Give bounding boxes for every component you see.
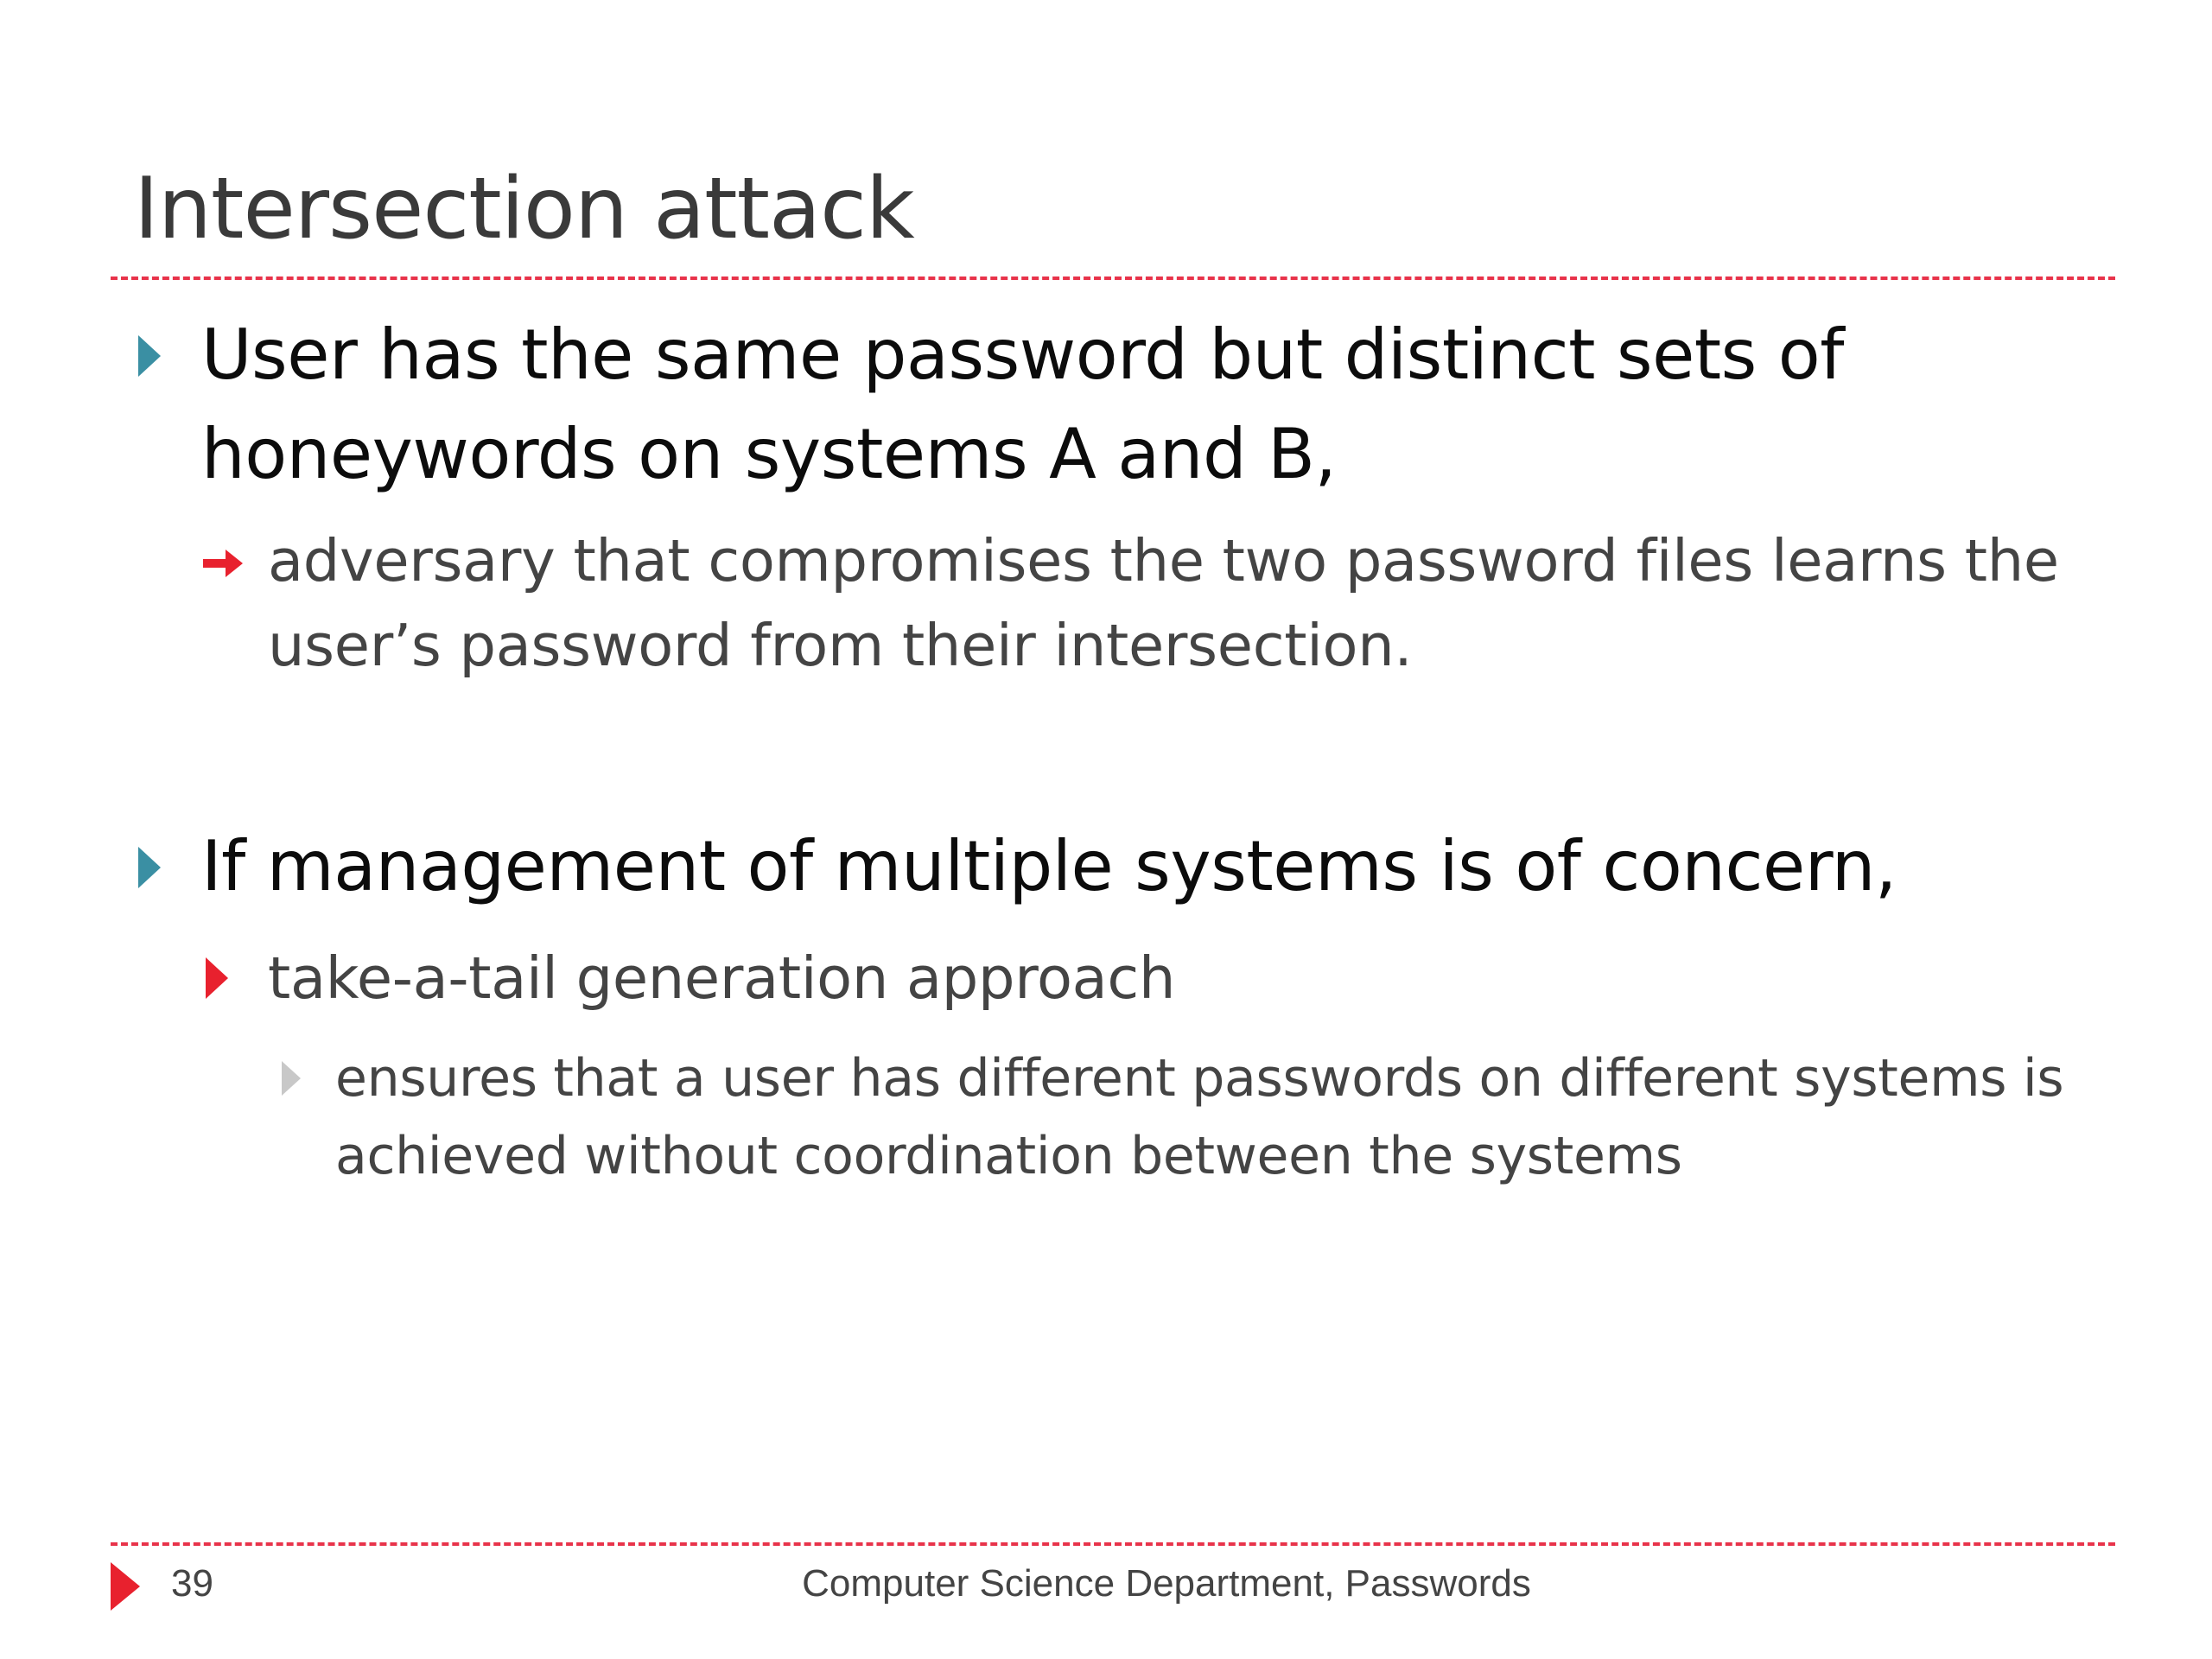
- bullet-triangle-gray-icon: [282, 1061, 301, 1096]
- bullet-triangle-icon: [138, 335, 161, 377]
- slide-title: Intersection attack: [134, 160, 914, 258]
- sub-bullet-2-line-1: take-a-tail generation approach: [268, 944, 1176, 1012]
- page-number: 39: [171, 1562, 213, 1605]
- sub-sub-bullet-line-1: ensures that a user has different passwords on different systems is: [335, 1048, 2064, 1109]
- bullet-1-line-2: honeywords on systems A and B,: [201, 414, 1337, 494]
- sub-bullet-1-line-1: adversary that compromises the two password files learns the: [268, 527, 2059, 594]
- footer-divider: [111, 1542, 2115, 1546]
- footer-text: Computer Science Department, Passwords: [802, 1562, 1531, 1605]
- sub-sub-bullet-line-2: achieved without coordination between the systems: [335, 1126, 1682, 1186]
- bullet-1-line-1: User has the same password but distinct sets of: [201, 315, 1844, 395]
- sub-bullet-1-line-2: user’s password from their intersection.: [268, 612, 1413, 679]
- right-arrow-icon: [203, 546, 246, 581]
- bullet-triangle-red-icon: [206, 957, 228, 999]
- bullet-2-line-1: If management of multiple systems is of concern,: [201, 826, 1897, 906]
- bullet-triangle-icon: [138, 847, 161, 888]
- title-divider: [111, 276, 2115, 280]
